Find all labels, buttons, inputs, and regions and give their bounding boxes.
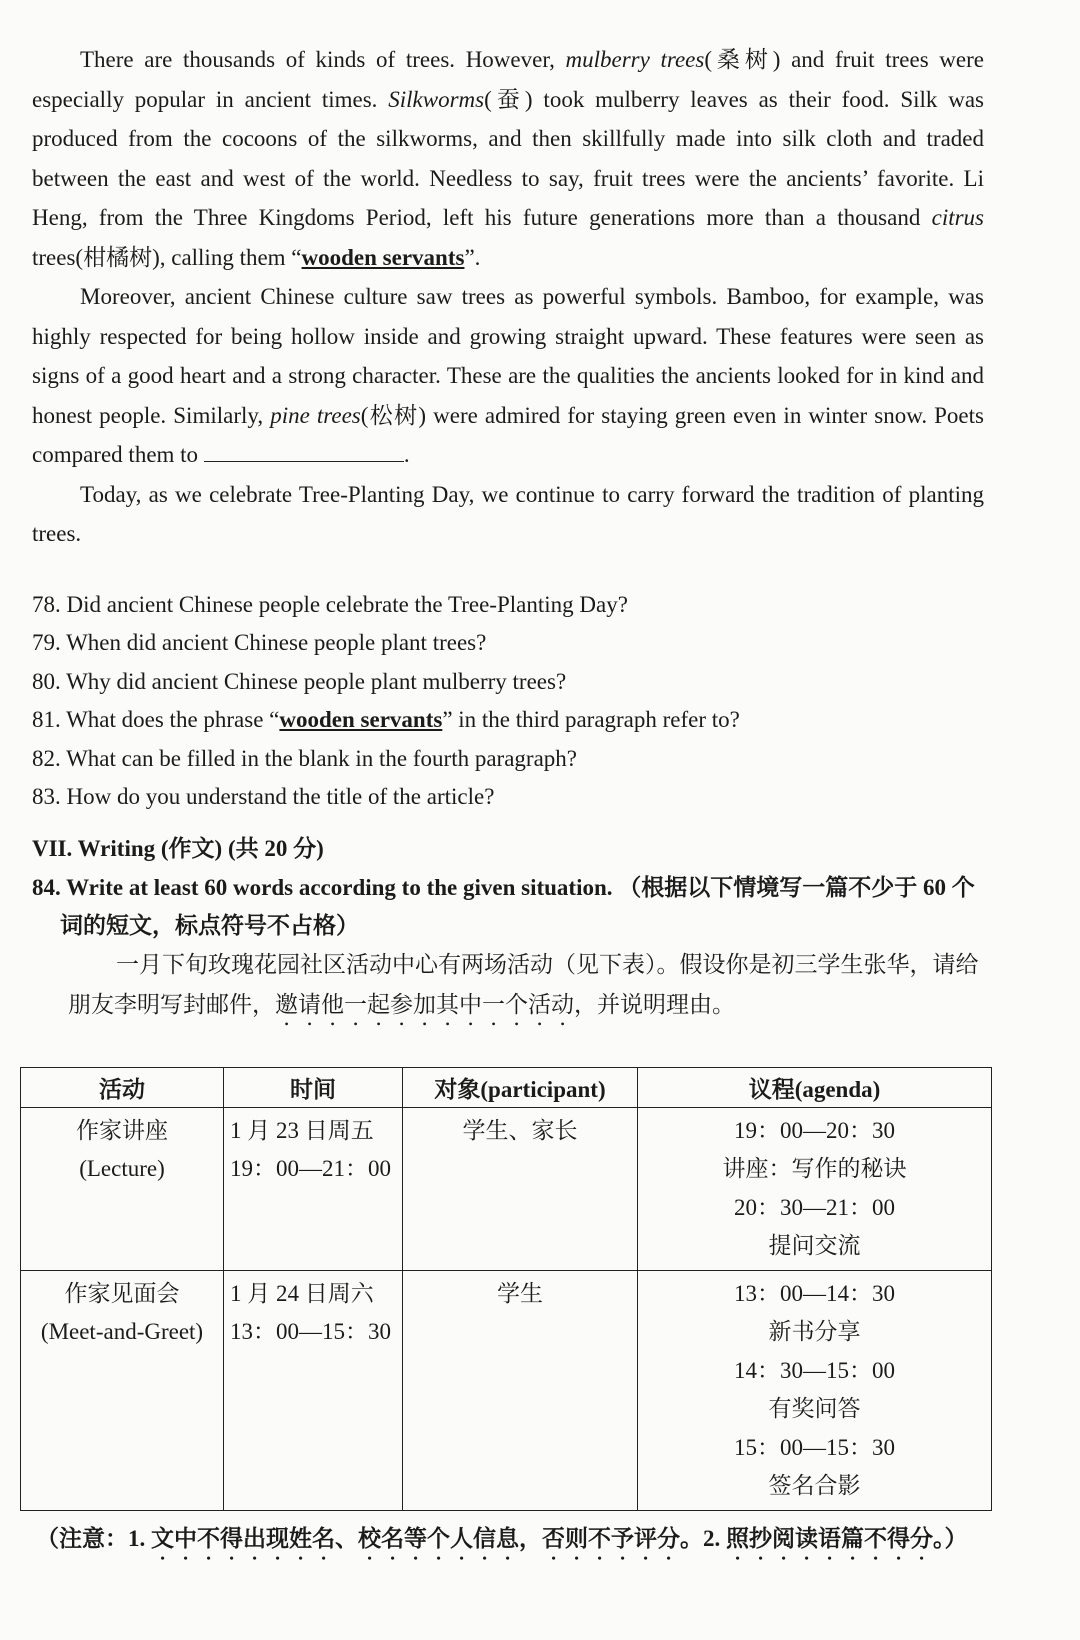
cell-line: 提问交流 xyxy=(768,1233,861,1258)
activity-table xyxy=(20,1067,992,1511)
agenda-cell xyxy=(638,1270,992,1510)
cell-line: 19：00—21：00 xyxy=(230,1156,391,1181)
cell-line: 13：00—14：30 xyxy=(734,1280,895,1306)
cell-line: 15：00—15：30 xyxy=(734,1434,895,1460)
cell-line: (Meet-and-Greet) xyxy=(40,1319,204,1344)
text: 。2. xyxy=(680,1525,726,1551)
header-agenda: 议程(agenda) xyxy=(638,1067,992,1107)
participant-cell: 学生、家长 xyxy=(403,1107,638,1270)
text: (桑树) and fruit trees were especially popular in ancient times. xyxy=(32,47,984,112)
cell-line: 有奖问答 xyxy=(768,1396,861,1421)
text: 。） xyxy=(933,1525,968,1551)
term-silkworms: Silkworms xyxy=(388,86,485,112)
cell-line: 20：30—21：00 xyxy=(734,1194,895,1220)
term-pine: pine trees xyxy=(270,402,361,428)
table-header-row xyxy=(21,1067,992,1107)
emphasis-text: 照抄阅读语篇不得分 xyxy=(726,1525,933,1551)
cell-line: 1 月 23 日周五 xyxy=(230,1117,374,1143)
question-83: 83. How do you understand the title of the article? xyxy=(32,784,495,809)
cell-line: 讲座：写作的秘诀 xyxy=(722,1156,907,1181)
cell-line: 1 月 24 日周六 xyxy=(230,1280,374,1306)
cell-line: 13：00—15：30 xyxy=(230,1319,391,1344)
question-81 xyxy=(32,701,984,740)
text: 一月下旬玫瑰花园社区活动中心有两场活动（见下表）。假设你是初三学生张华，请给朋友李明写封邮件， xyxy=(68,951,979,1017)
writing-section-title: VII. Writing (作文) (共 20 分) xyxy=(32,835,324,861)
underlined-phrase: wooden servants xyxy=(301,244,465,270)
text: (蚕) took mulberry leaves as their food. Silk was produced from the cocoons of the silkworms, and then skillfully made into silk cloth and traded between the east and west of the world. Needless to say, fruit trees were the ancients’ favorite. Li Heng, from the Three Kingdoms Period, left his future generations more than a thousand xyxy=(32,86,984,230)
cell-line: 签名合影 xyxy=(768,1473,861,1498)
writing-situation xyxy=(32,945,984,1031)
text: ，并说明理由。 xyxy=(574,991,735,1017)
underlined-phrase: wooden servants xyxy=(279,707,443,732)
header-time: 时间 xyxy=(224,1067,403,1107)
term-citrus: citrus xyxy=(931,205,984,230)
answer-blank[interactable] xyxy=(204,439,404,462)
header-activity: 活动 xyxy=(21,1067,224,1107)
cell-line: 19：00—20：30 xyxy=(734,1117,895,1143)
time-cell xyxy=(224,1270,403,1510)
cell-line: (Lecture) xyxy=(79,1156,165,1181)
text: 81. What does the phrase “ xyxy=(32,707,280,732)
cell-line: 14：30—15：00 xyxy=(734,1357,895,1383)
question-78: 78. Did ancient Chinese people celebrate the Tree-Planting Day? xyxy=(32,591,628,617)
writing-task: 84. Write at least 60 words according to the given situation. （根据以下情境写一篇不少于 60 个词的短文，标点符号不占格） xyxy=(32,874,975,938)
participant-cell: 学生 xyxy=(403,1270,638,1510)
text: （注意：1. xyxy=(36,1525,151,1551)
text: Moreover, ancient Chinese culture saw trees as powerful symbols. Bamboo, for example, was highly respected for being hollow inside and growing straight upward. These features were seen as signs of a good heart and a strong character. These are the qualities the ancients looked for in kind and honest people. Similarly, xyxy=(32,284,984,428)
activity-cell xyxy=(21,1107,224,1270)
table-row xyxy=(21,1107,992,1270)
time-cell xyxy=(224,1107,403,1270)
question-79: 79. When did ancient Chinese people plant trees? xyxy=(32,630,487,655)
cell-line: 作家见面会 xyxy=(64,1280,180,1306)
text: trees(柑橘树), calling them “ xyxy=(32,244,302,270)
question-82: 82. What can be filled in the blank in the fourth paragraph? xyxy=(32,745,577,771)
emphasis-text: 邀请他一起参加其中一个活动 xyxy=(275,991,574,1017)
writing-note xyxy=(36,1521,984,1565)
activity-cell xyxy=(21,1270,224,1510)
table-row xyxy=(21,1270,992,1510)
term-mulberry: mulberry trees xyxy=(565,47,705,72)
text: . xyxy=(403,442,410,467)
passage-paragraph-3: Today, as we celebrate Tree-Planting Day, we continue to carry forward the tradition of planting trees. xyxy=(32,481,984,546)
agenda-cell xyxy=(638,1107,992,1270)
question-80: 80. Why did ancient Chinese people plant mulberry trees? xyxy=(32,668,567,694)
text: There are thousands of kinds of trees. However, xyxy=(80,47,566,72)
text: ”. xyxy=(464,244,481,270)
passage-paragraph-1 xyxy=(32,40,984,277)
header-participant: 对象(participant) xyxy=(403,1067,638,1107)
cell-line: 新书分享 xyxy=(768,1319,861,1344)
question-list xyxy=(32,586,984,817)
emphasis-text: 文中不得出现姓名、校名等个人信息，否则不予评分 xyxy=(151,1525,680,1551)
text: ” in the third paragraph refer to? xyxy=(442,707,740,732)
cell-line: 作家讲座 xyxy=(76,1117,168,1143)
passage-paragraph-2 xyxy=(32,277,984,475)
text: (松树) were admired for staying green even in winter snow. Poets compared them to xyxy=(32,402,984,467)
